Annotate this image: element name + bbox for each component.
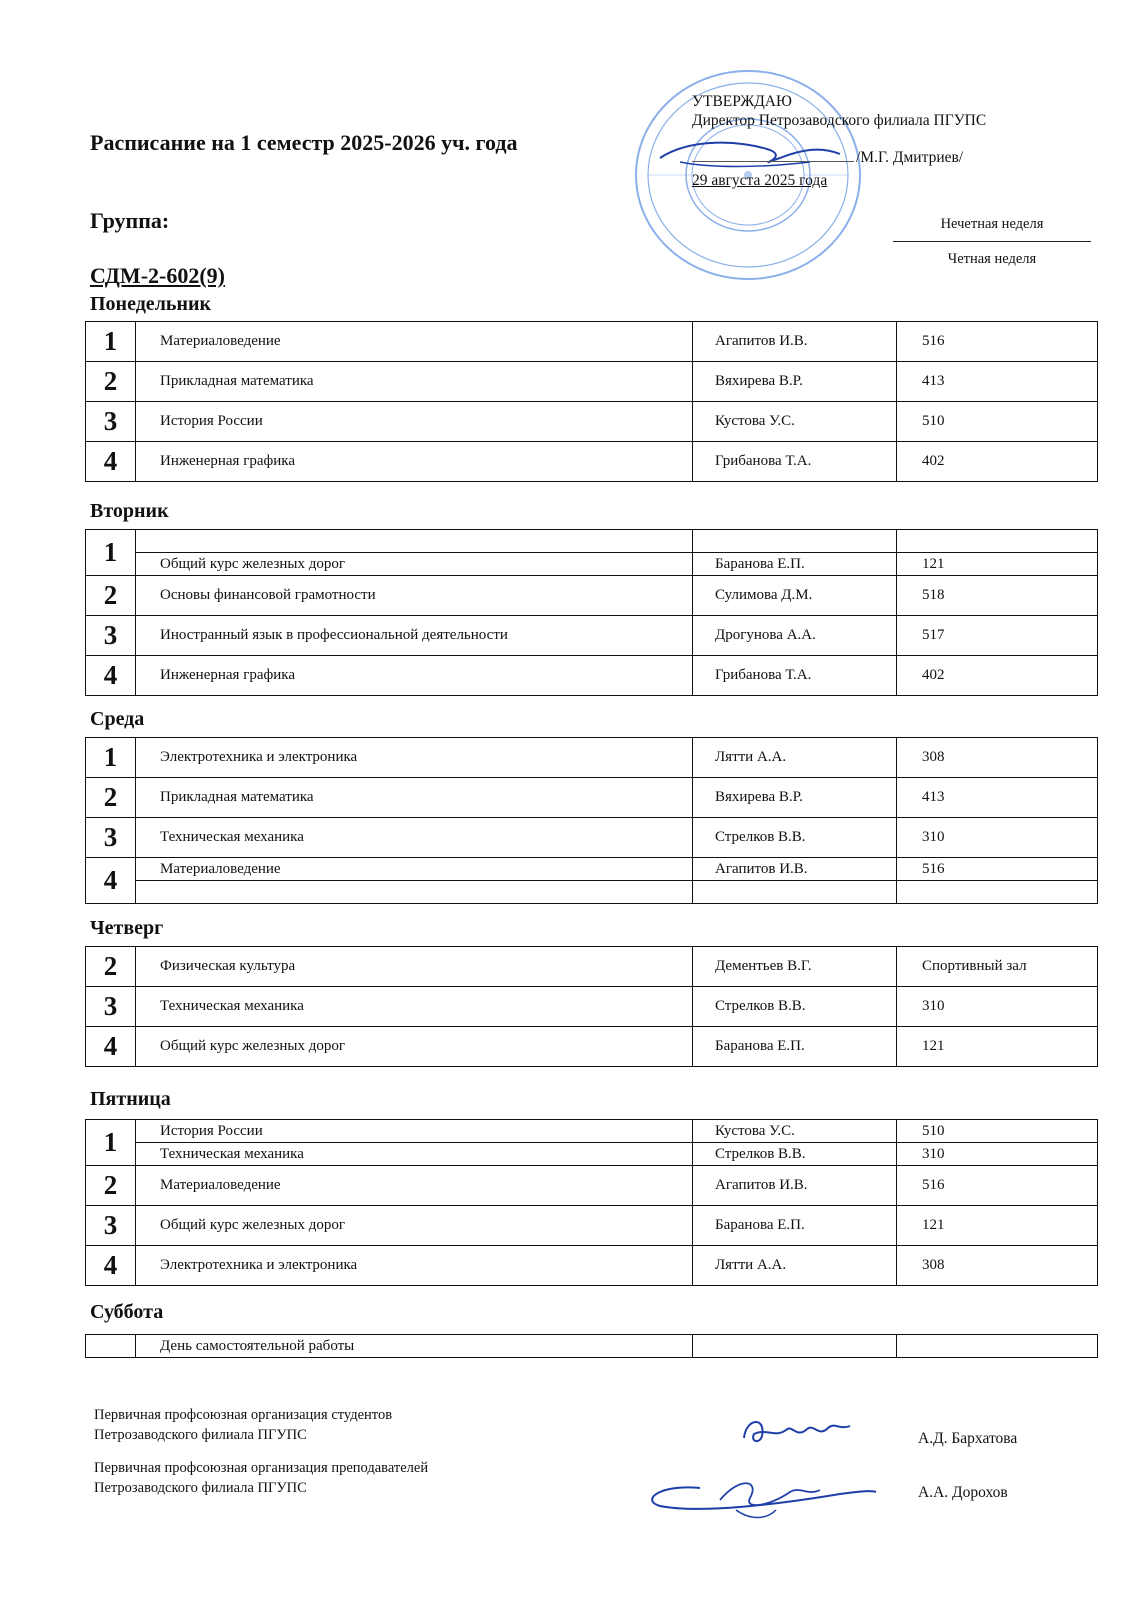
table-row-odd-week xyxy=(86,858,1098,881)
subject-cell xyxy=(136,530,693,553)
teacher-cell: Баранова Е.П. xyxy=(693,1206,897,1246)
subject-cell: Иностранный язык в профессиональной деятельности xyxy=(136,616,693,656)
teacher-cell xyxy=(693,1335,897,1358)
room-cell: 510 xyxy=(897,1120,1098,1143)
approval-heading: УТВЕРЖДАЮ xyxy=(692,93,792,110)
document-title: Расписание на 1 семестр 2025-2026 уч. года xyxy=(90,130,518,155)
teacher-cell: Стрелков В.В. xyxy=(693,818,897,858)
teacher-cell xyxy=(693,530,897,553)
table-row xyxy=(86,442,1098,482)
table-row xyxy=(86,1206,1098,1246)
subject-cell: Основы финансовой грамотности xyxy=(136,576,693,616)
room-cell: 516 xyxy=(897,858,1098,881)
day-heading-thursday: Четверг xyxy=(90,917,164,939)
table-row xyxy=(86,656,1098,696)
schedule-table-monday xyxy=(85,321,1098,482)
approval-name: /М.Г. Дмитриев/ xyxy=(856,149,964,166)
schedule-table-saturday xyxy=(85,1334,1098,1358)
table-row xyxy=(86,576,1098,616)
teacher-cell: Баранова Е.П. xyxy=(693,1027,897,1067)
schedule-table-friday xyxy=(85,1119,1098,1286)
subject-cell: Электротехника и электроника xyxy=(136,738,693,778)
subject-cell: Электротехника и электроника xyxy=(136,1246,693,1286)
lesson-number: 4 xyxy=(86,442,136,482)
table-row xyxy=(86,322,1098,362)
subject-cell: Материаловедение xyxy=(136,1166,693,1206)
teacher-cell: Лятти А.А. xyxy=(693,738,897,778)
teacher-cell: Сулимова Д.М. xyxy=(693,576,897,616)
group-label: Группа: xyxy=(90,208,170,233)
day-heading-monday: Понедельник xyxy=(90,293,212,315)
teacher-cell: Дрогунова А.А. xyxy=(693,616,897,656)
teacher-cell: Дементьев В.Г. xyxy=(693,947,897,987)
approval-position: Директор Петрозаводского филиала ПГУПС xyxy=(692,112,987,129)
approval-block xyxy=(692,92,986,190)
room-cell: 121 xyxy=(897,1027,1098,1067)
lesson-number: 1 xyxy=(86,530,136,576)
table-row xyxy=(86,1246,1098,1286)
subject-cell: Техническая механика xyxy=(136,818,693,858)
lesson-number xyxy=(86,1335,136,1358)
lesson-number: 1 xyxy=(86,322,136,362)
table-row xyxy=(86,947,1098,987)
student-union-signature xyxy=(736,1408,856,1454)
subject-cell: Инженерная графика xyxy=(136,442,693,482)
subject-cell: История России xyxy=(136,402,693,442)
room-cell xyxy=(897,881,1098,904)
lesson-number: 2 xyxy=(86,362,136,402)
room-cell: 121 xyxy=(897,553,1098,576)
room-cell: 516 xyxy=(897,322,1098,362)
lesson-number: 2 xyxy=(86,778,136,818)
student-union-signatory: А.Д. Бархатова xyxy=(918,1430,1018,1447)
subject-cell: История России xyxy=(136,1120,693,1143)
teacher-cell: Грибанова Т.А. xyxy=(693,442,897,482)
room-cell: 310 xyxy=(897,818,1098,858)
table-row-even-week xyxy=(86,881,1098,904)
teacher-union-line1: Первичная профсоюзная организация преподавателей xyxy=(94,1460,429,1476)
room-cell: 310 xyxy=(897,1143,1098,1166)
teacher-union-line2: Петрозаводского филиала ПГУПС xyxy=(94,1480,307,1496)
room-cell xyxy=(897,1335,1098,1358)
lesson-number: 1 xyxy=(86,1120,136,1166)
teacher-cell: Кустова У.С. xyxy=(693,1120,897,1143)
subject-cell: Техническая механика xyxy=(136,987,693,1027)
subject-cell xyxy=(136,881,693,904)
lesson-number: 4 xyxy=(86,858,136,904)
teacher-cell: Агапитов И.В. xyxy=(693,1166,897,1206)
schedule-table-thursday xyxy=(85,946,1098,1067)
lesson-number: 2 xyxy=(86,947,136,987)
subject-cell: Инженерная графика xyxy=(136,656,693,696)
teacher-cell: Вяхирева В.Р. xyxy=(693,778,897,818)
day-heading-saturday: Суббота xyxy=(90,1301,164,1323)
teacher-cell: Агапитов И.В. xyxy=(693,322,897,362)
table-row-even-week xyxy=(86,1143,1098,1166)
teacher-cell: Стрелков В.В. xyxy=(693,1143,897,1166)
approval-date: 29 августа 2025 года xyxy=(692,172,828,189)
teacher-cell: Агапитов И.В. xyxy=(693,858,897,881)
teacher-cell: Лятти А.А. xyxy=(693,1246,897,1286)
lesson-number: 3 xyxy=(86,818,136,858)
table-row-even-week xyxy=(86,553,1098,576)
teacher-cell: Баранова Е.П. xyxy=(693,553,897,576)
lesson-number: 3 xyxy=(86,987,136,1027)
room-cell: 308 xyxy=(897,1246,1098,1286)
lesson-number: 4 xyxy=(86,1246,136,1286)
teacher-cell: Грибанова Т.А. xyxy=(693,656,897,696)
room-cell: 413 xyxy=(897,778,1098,818)
schedule-table-wednesday xyxy=(85,737,1098,904)
room-cell: 516 xyxy=(897,1166,1098,1206)
day-heading-tuesday: Вторник xyxy=(90,500,169,522)
table-row xyxy=(86,402,1098,442)
room-cell: Спортивный зал xyxy=(897,947,1098,987)
teacher-cell: Кустова У.С. xyxy=(693,402,897,442)
table-row-odd-week xyxy=(86,530,1098,553)
subject-cell: Материаловедение xyxy=(136,322,693,362)
teacher-union-signature xyxy=(640,1470,880,1528)
table-row xyxy=(86,1027,1098,1067)
lesson-number: 4 xyxy=(86,1027,136,1067)
room-cell: 518 xyxy=(897,576,1098,616)
day-heading-friday: Пятница xyxy=(90,1088,171,1110)
subject-cell: Физическая культура xyxy=(136,947,693,987)
table-row-odd-week xyxy=(86,1120,1098,1143)
schedule-table-tuesday xyxy=(85,529,1098,696)
teacher-cell: Вяхирева В.Р. xyxy=(693,362,897,402)
subject-cell: Общий курс железных дорог xyxy=(136,1027,693,1067)
room-cell: 121 xyxy=(897,1206,1098,1246)
room-cell: 402 xyxy=(897,442,1098,482)
subject-cell: День самостоятельной работы xyxy=(136,1335,693,1358)
student-union-line1: Первичная профсоюзная организация студентов xyxy=(94,1407,393,1423)
lesson-number: 4 xyxy=(86,656,136,696)
lesson-number: 3 xyxy=(86,616,136,656)
teacher-union-signatory: А.А. Дорохов xyxy=(918,1484,1008,1501)
signature-line xyxy=(692,149,854,162)
subject-cell: Материаловедение xyxy=(136,858,693,881)
teacher-cell xyxy=(693,881,897,904)
room-cell: 510 xyxy=(897,402,1098,442)
table-row xyxy=(86,818,1098,858)
subject-cell: Общий курс железных дорог xyxy=(136,1206,693,1246)
teacher-cell: Стрелков В.В. xyxy=(693,987,897,1027)
even-week-label: Четная неделя xyxy=(947,251,1037,267)
room-cell xyxy=(897,530,1098,553)
student-union-line2: Петрозаводского филиала ПГУПС xyxy=(94,1427,307,1443)
table-row xyxy=(86,1335,1098,1358)
group-code: СДМ-2-602(9) xyxy=(90,263,225,288)
table-row xyxy=(86,738,1098,778)
lesson-number: 2 xyxy=(86,576,136,616)
lesson-number: 3 xyxy=(86,402,136,442)
table-row xyxy=(86,1166,1098,1206)
week-legend xyxy=(893,216,1091,268)
table-row xyxy=(86,362,1098,402)
week-separator xyxy=(893,241,1091,242)
room-cell: 310 xyxy=(897,987,1098,1027)
teacher-union-block xyxy=(94,1458,428,1498)
lesson-number: 1 xyxy=(86,738,136,778)
table-row xyxy=(86,616,1098,656)
subject-cell: Техническая механика xyxy=(136,1143,693,1166)
table-row xyxy=(86,778,1098,818)
subject-cell: Общий курс железных дорог xyxy=(136,553,693,576)
subject-cell: Прикладная математика xyxy=(136,778,693,818)
subject-cell: Прикладная математика xyxy=(136,362,693,402)
room-cell: 517 xyxy=(897,616,1098,656)
lesson-number: 2 xyxy=(86,1166,136,1206)
table-row xyxy=(86,987,1098,1027)
room-cell: 308 xyxy=(897,738,1098,778)
odd-week-label: Нечетная неделя xyxy=(940,216,1044,232)
room-cell: 413 xyxy=(897,362,1098,402)
student-union-block xyxy=(94,1405,392,1445)
room-cell: 402 xyxy=(897,656,1098,696)
day-heading-wednesday: Среда xyxy=(90,708,145,730)
lesson-number: 3 xyxy=(86,1206,136,1246)
